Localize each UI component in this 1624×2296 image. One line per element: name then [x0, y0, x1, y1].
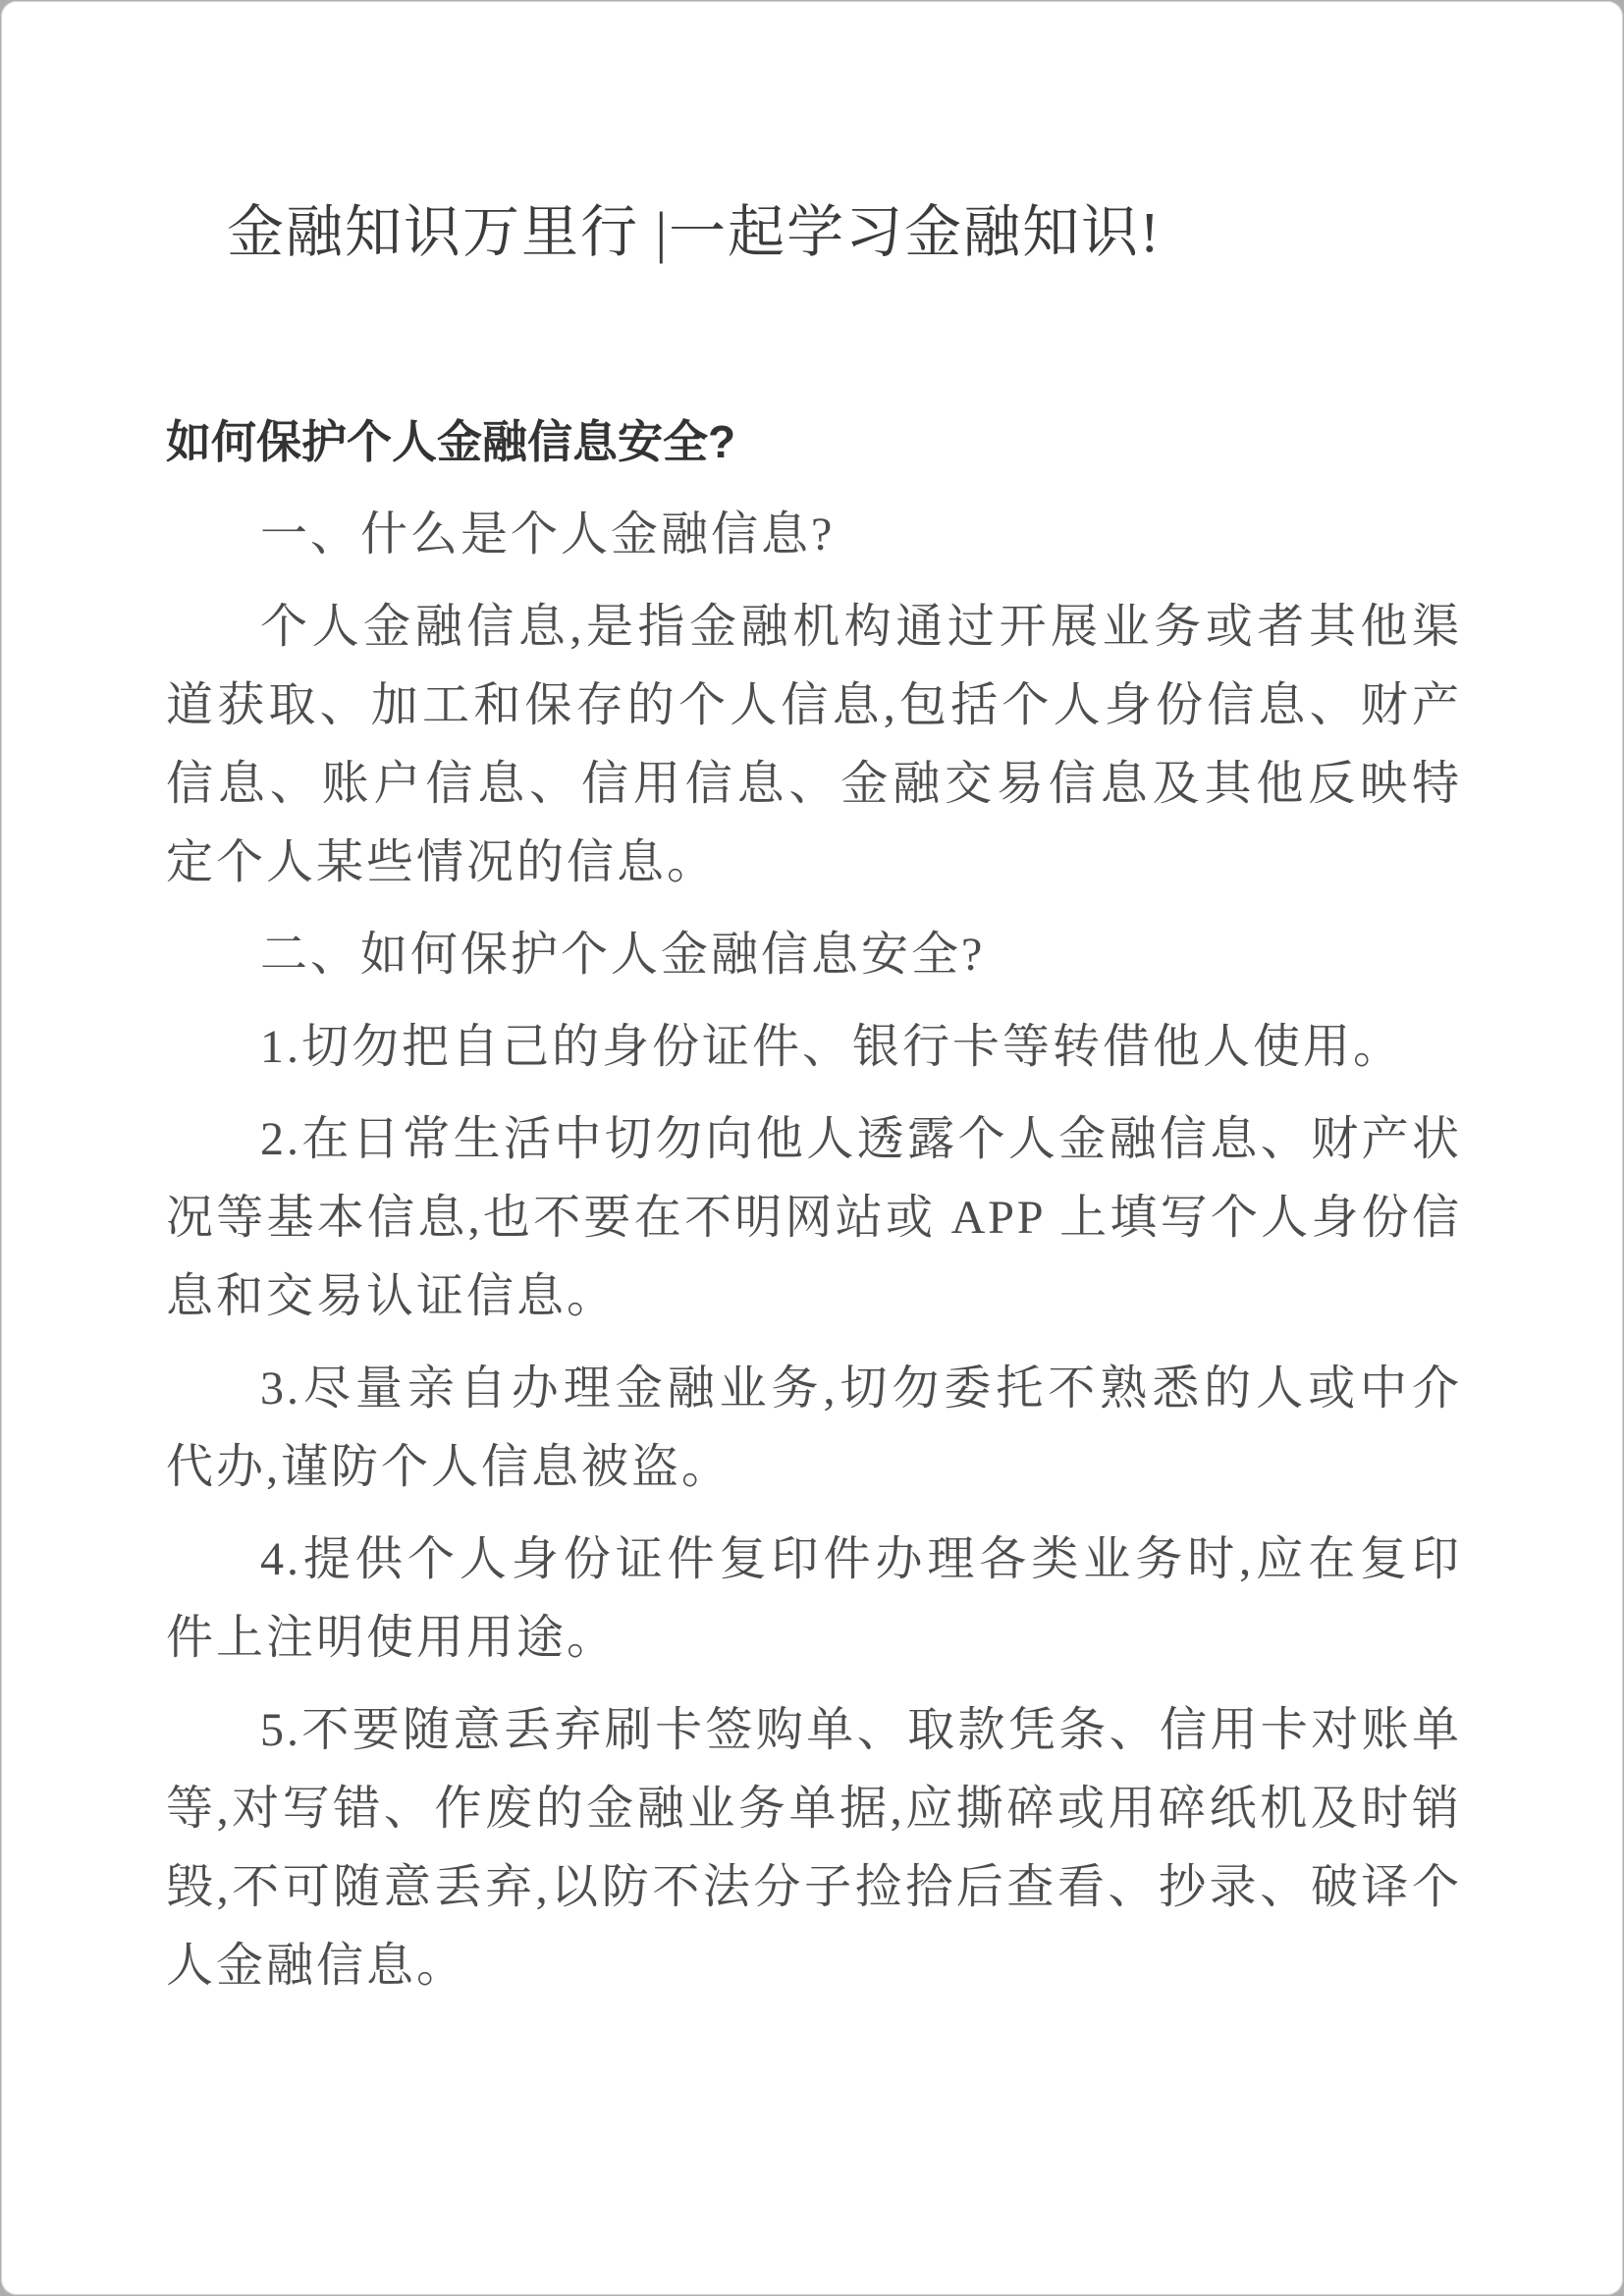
document-page	[1, 1, 1623, 2295]
paragraph: 2.在日常生活中切勿向他人透露个人金融信息、财产状况等基本信息,也不要在不明网站或 APP 上填写个人身份信息和交易认证信息。	[166, 1113, 1462, 1322]
paragraph: 1.切勿把自己的身份证件、银行卡等转借他人使用。	[260, 1021, 1404, 1073]
paragraph: 一、什么是个人金融信息?	[260, 508, 836, 561]
paragraph: 二、如何保护个人金融信息安全?	[260, 929, 986, 981]
document-title: 金融知识万里行 |一起学习金融知识!	[227, 200, 1162, 264]
paragraph: 5.不要随意丢弃刷卡签购单、取款凭条、信用卡对账单等,对写错、作废的金融业务单据,应撕碎或用碎纸机及时销毁,不可随意丢弃,以防不法分子捡拾后查看、抄录、破译个人金融信息。	[166, 1704, 1462, 1992]
paragraph: 4.提供个人身份证件复印件办理各类业务时,应在复印件上注明使用用途。	[166, 1533, 1462, 1664]
article-body	[166, 496, 1462, 2005]
paragraph: 3.尽量亲自办理金融业务,切勿委托不熟悉的人或中介代办,谨防个人信息被盗。	[166, 1362, 1462, 1493]
article-heading: 如何保护个人金融信息安全?	[166, 416, 736, 467]
paragraph: 个人金融信息,是指金融机构通过开展业务或者其他渠道获取、加工和保存的个人信息,包括个人身份信息、财产信息、账户信息、信用信息、金融交易信息及其他反映特定个人某些情况的信息。	[166, 601, 1462, 888]
